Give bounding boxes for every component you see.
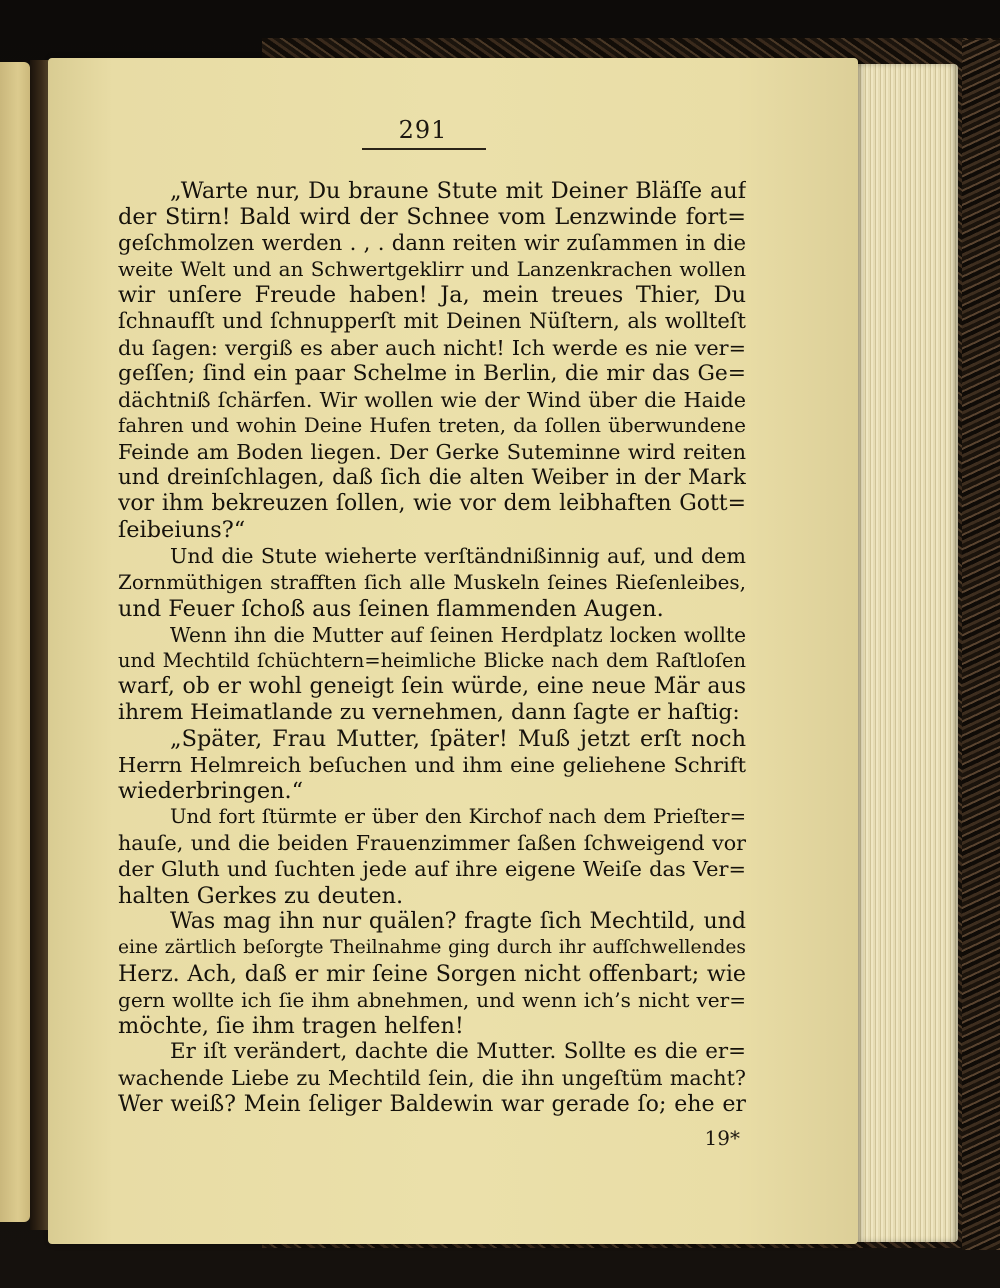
page-number: 291 bbox=[398, 116, 448, 144]
text-line: vor ihm bekreuzen ſollen, wie vor dem leibhaften Gott= bbox=[118, 491, 746, 517]
text-line: halten Gerkes zu deuten. bbox=[118, 882, 404, 909]
text-line: dächtniß ſchärfen. Wir wollen wie der Wind über die Haide bbox=[118, 387, 746, 412]
text-line: wiederbringen.“ bbox=[118, 778, 304, 805]
text-line: Und fort ſtürmte er über den Kirchof nach dem Prieſter= bbox=[170, 805, 746, 829]
text-line: geſchmolzen werden . , . dann reiten wir zuſammen in die bbox=[118, 230, 746, 256]
text-line: gern wollte ich ſie ihm abnehmen, und wenn ich’s nicht ver= bbox=[118, 987, 746, 1012]
text-line: ihrem Heimatlande zu vernehmen, dann ſagte er haſtig: bbox=[118, 699, 740, 725]
text-line: fahren und wohin Deine Hufen treten, da ſollen überwundene bbox=[118, 413, 746, 437]
text-line: Wer weiß? Mein ſeliger Baldewin war gerade ſo; ehe er bbox=[118, 1091, 746, 1118]
text-line: wachende Liebe zu Mechtild ſein, die ihn ungeſtüm macht? bbox=[118, 1066, 746, 1091]
left-page-edge bbox=[0, 62, 30, 1222]
text-line: und Mechtild ſchüchtern=heimliche Blicke nach dem Raſtloſen bbox=[118, 648, 746, 672]
text-line: Zornmüthigen straﬀten ſich alle Muskeln ſeines Rieſenleibes, bbox=[118, 570, 746, 595]
text-line: und dreinſchlagen, daß ſich die alten Weiber in der Mark bbox=[118, 465, 746, 491]
text-line: hauſe, und die beiden Frauenzimmer ſaßen ſchweigend vor bbox=[118, 831, 746, 856]
header-rule bbox=[362, 148, 486, 150]
text-line: Feinde am Boden liegen. Der Gerke Suteminne wird reiten bbox=[118, 439, 746, 464]
text-line: ſchnaufſt und ſchnupperſt mit Deinen Nüſtern, als wollteſt bbox=[118, 309, 746, 334]
text-line: warf, ob er wohl geneigt ſein würde, eine neue Mär aus bbox=[118, 673, 746, 699]
text-line: „Später, Frau Mutter, ſpäter! Muß jetzt erſt noch bbox=[170, 725, 746, 752]
text-line: ſeibeiuns?“ bbox=[118, 517, 246, 544]
text-line: Was mag ihn nur quälen? fragte ſich Mechtild, und bbox=[170, 908, 746, 934]
text-line: und Feuer ſchoß aus ſeinen flammenden Augen. bbox=[118, 595, 664, 622]
text-line: wir unſere Freude haben! Ja, mein treues Thier, Du bbox=[118, 282, 746, 309]
text-line: weite Welt und an Schwertgeklirr und Lanzenkrachen wollen bbox=[118, 257, 746, 282]
text-line: Herrn Helmreich beſuchen und ihm eine geliehene Schrift bbox=[118, 753, 746, 778]
text-line: Herz. Ach, daß er mir ſeine Sorgen nicht offenbart; wie bbox=[118, 960, 746, 987]
text-line: möchte, ſie ihm tragen helfen! bbox=[118, 1013, 464, 1039]
printer-signature: 19* bbox=[704, 1126, 740, 1150]
text-line: eine zärtlich beſorgte Theilnahme ging durch ihr aufſchwellendes bbox=[118, 936, 746, 958]
text-line: Wenn ihn die Mutter auf ſeinen Herdplatz locken wollte bbox=[170, 622, 746, 647]
text-line: der Stirn! Bald wird der Schnee vom Lenzwinde fort= bbox=[118, 204, 746, 231]
text-line: der Gluth und ſuchten jede auf ihre eigene Weiſe das Ver= bbox=[118, 857, 746, 882]
text-line: Er iſt verändert, dachte die Mutter. Sollte es die er= bbox=[170, 1039, 746, 1065]
text-line: „Warte nur, Du braune Stute mit Deiner Bläſſe auf bbox=[170, 178, 746, 204]
body-text bbox=[118, 178, 746, 1117]
marbled-cover-edge bbox=[962, 40, 1000, 1250]
page-stack-edges bbox=[848, 64, 958, 1242]
text-line: geſſen; ſind ein paar Schelme in Berlin, die mir das Ge= bbox=[118, 360, 746, 386]
text-line: du ſagen: vergiß es aber auch nicht! Ich werde es nie ver= bbox=[118, 335, 746, 360]
text-line: Und die Stute wieherte verſtändnißinnig auf, und dem bbox=[170, 544, 746, 569]
